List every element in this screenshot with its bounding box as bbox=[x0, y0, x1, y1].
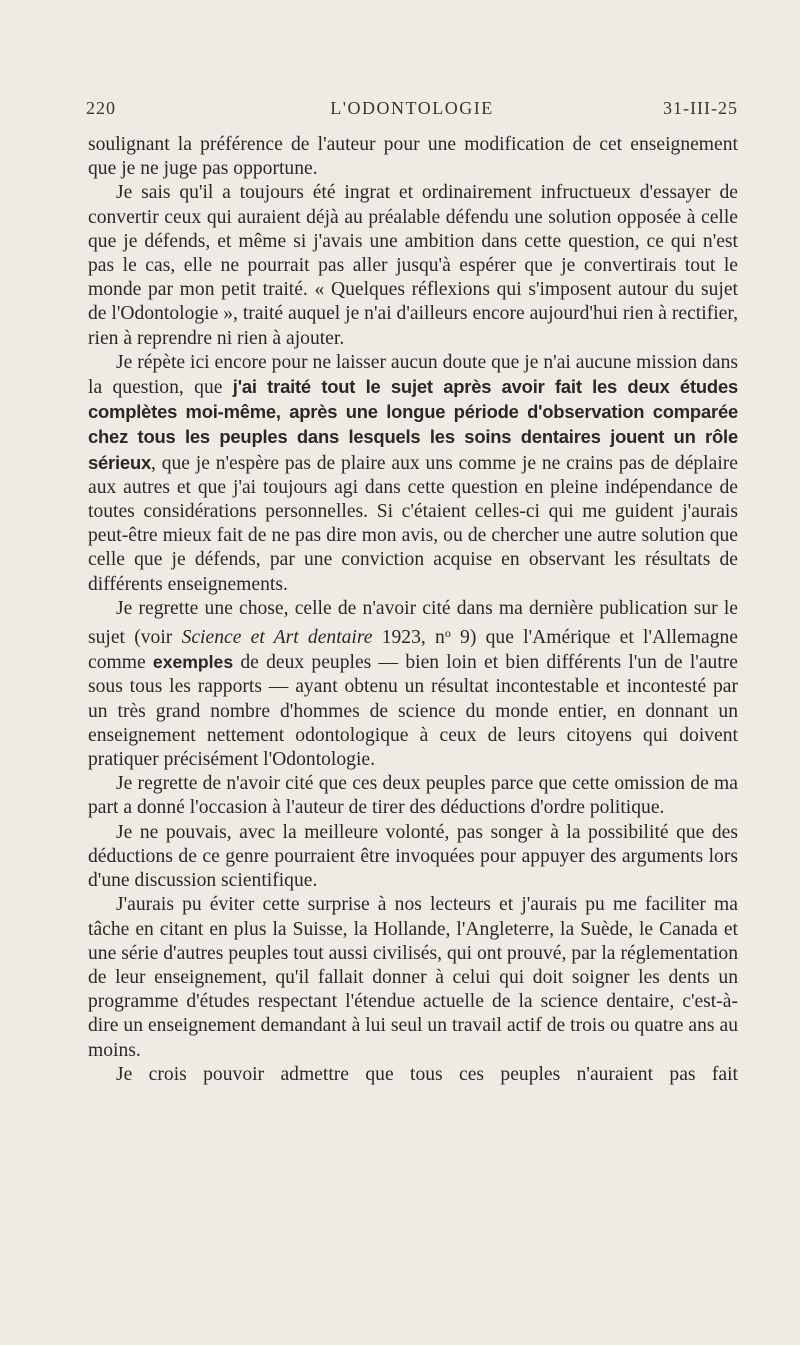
paragraph: J'aurais pu éviter cette surprise à nos lecteurs et j'aurais pu me faciliter ma tâche en citant en plus la Suisse, la Hollande, l'Angleterre, la Suède, le Canada et une série d'autres peuples tout aussi civilisés, qui ont prouvé, par la réglementation de leur enseignement, qu'il fallait donner à celui qui doit soigner les dents un programme d'études respectant l'étendue actuelle de la science dentaire, c'est-à-dire un enseignement demandant à lui seul un travail actif de trois ou quatre ans au moins. bbox=[88, 894, 738, 1061]
superscript: o bbox=[444, 626, 451, 641]
running-title: L'ODONTOLOGIE bbox=[330, 98, 494, 118]
running-header bbox=[86, 98, 738, 128]
paragraph-text: Je répète ici encore pour ne laisser aucun doute que je n'ai aucune mission dans la question, que bbox=[88, 351, 738, 399]
paragraph-text: Je regrette une chose, celle de n'avoir cité dans ma dernière publication sur le sujet (voir bbox=[88, 597, 738, 649]
paragraph-continued: soulignant la préférence de l'auteur pour une modification de cet enseignement que je ne juge pas opportune. bbox=[88, 134, 738, 180]
paragraph-text: de deux peuples — bien loin et bien différents l'un de l'autre sous tous les rapports — ayant obtenu un résultat incontestable et incontesté par un très grand nombre d'hommes de science du monde entier, en donnant un enseignement nettement odontologique à ceux de leurs citoyens qui doivent pratiquer précisément l'Odontologie. bbox=[88, 652, 738, 771]
bold-word: exemples bbox=[152, 652, 234, 673]
bold-emphasis: j'ai traité tout le sujet après avoir fait les deux études complètes moi-même, après une longue période d'observation comparée chez tous les peuples dans lesquels les soins dentaires jouent un rôle sérieux bbox=[88, 376, 738, 473]
journal-title: Science et Art dentaire bbox=[181, 627, 373, 649]
page-number: 220 bbox=[86, 98, 116, 118]
paragraph: Je ne pouvais, avec la meilleure volonté, pas songer à la possibilité que des déductions de ce genre pourraient être invoquées pour appuyer des arguments lors d'une discussion scientifique. bbox=[88, 821, 738, 892]
issue-date: 31-III-25 bbox=[663, 98, 738, 118]
body-text bbox=[88, 133, 738, 1087]
paragraph-truncated: Je crois pouvoir admettre que tous ces peuples n'auraient pas fait bbox=[116, 1063, 738, 1085]
paragraph bbox=[88, 351, 738, 597]
paragraph: Je regrette de n'avoir cité que ces deux peuples parce que cette omission de ma part a donné l'occasion à l'auteur de tirer des déductions d'ordre politique. bbox=[88, 773, 738, 819]
paragraph-text: 9) que l'Amérique et l'Allemagne comme bbox=[88, 627, 738, 674]
paragraph bbox=[88, 597, 738, 772]
paragraph: Je sais qu'il a toujours été ingrat et ordinairement infructueux d'essayer de convertir ceux qui auraient déjà au préalable défendu une solution opposée à celle que je défends, et même si j'avais une ambition dans cette question, ce qui n'est pas le cas, elle ne pourrait pas aller jusqu'à espérer que je convertirais tout le monde par mon petit traité. « Quelques réflexions qui s'imposent autour du sujet de l'Odontologie », traité auquel je n'ai d'ailleurs encore aujourd'hui rien à rectifier, rien à reprendre ni rien à ajouter. bbox=[88, 182, 738, 349]
paragraph-text: 1923, n bbox=[372, 627, 445, 649]
paragraph-text: , que je n'espère pas de plaire aux uns comme je ne crains pas de déplaire aux autres et que j'ai toujours agi dans cette question en pleine indépendance de toutes considérations personnelles. Si c'étaient celles-ci qui me guident j'aurais peut-être mieux fait de ne pas dire mon avis, ou de chercher une autre solution que celle que je défends, par une conviction acquise en observant les résultats de différents enseignements. bbox=[88, 452, 738, 595]
